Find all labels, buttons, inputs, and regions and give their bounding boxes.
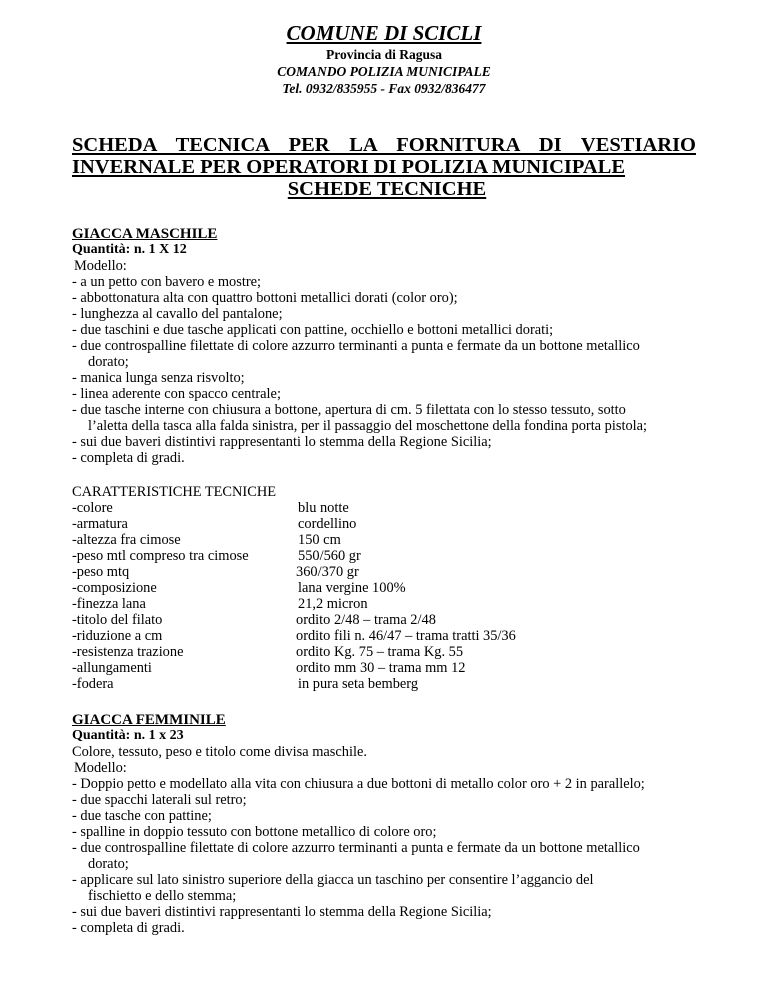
spec-key: -peso mtq xyxy=(72,564,130,580)
intro-line: Colore, tessuto, peso e titolo come divisa maschile. xyxy=(72,744,367,760)
letterhead xyxy=(0,20,768,97)
province-line: Provincia di Ragusa xyxy=(325,47,442,62)
spec-key: -riduzione a cm xyxy=(72,628,163,644)
list-item-continuation: fischietto e dello stemma; xyxy=(88,888,237,904)
spec-row xyxy=(72,548,712,564)
spec-row xyxy=(72,660,712,676)
list-item: - due taschini e due tasche applicati con pattine, occhiello e bottoni metallici dorati; xyxy=(72,322,554,338)
document-title-line-2: INVERNALE PER OPERATORI DI POLIZIA MUNICIPALE xyxy=(72,156,625,178)
list-item: - sui due baveri distintivi rappresentanti lo stemma della Regione Sicilia; xyxy=(72,904,492,920)
list-item: - completa di gradi. xyxy=(72,450,185,466)
spec-key: -resistenza trazione xyxy=(72,644,184,660)
section-title: GIACCA MASCHILE xyxy=(72,226,218,242)
list-item: - spalline in doppio tessuto con bottone metallico di colore oro; xyxy=(72,824,437,840)
list-item: - sui due baveri distintivi rappresentanti lo stemma della Regione Sicilia; xyxy=(72,434,492,450)
document-title-line-1: SCHEDA TECNICA PER LA FORNITURA DI VESTIARIO xyxy=(72,134,696,156)
spec-value: ordito mm 30 – trama mm 12 xyxy=(296,660,466,676)
quantity-line: Quantità: n. 1 X 12 xyxy=(72,242,187,257)
spec-row xyxy=(72,676,712,692)
spec-row xyxy=(72,532,712,548)
list-item-continuation: l’aletta della tasca alla falda sinistra, per il passaggio del moschettone della fondina porta pistola; xyxy=(88,418,648,434)
list-item: - manica lunga senza risvolto; xyxy=(72,370,245,386)
document-title xyxy=(72,134,696,200)
spec-row xyxy=(72,644,712,660)
spec-key: -finezza lana xyxy=(72,596,146,612)
list-item: - due tasche con pattine; xyxy=(72,808,212,824)
municipality-name: COMUNE DI SCICLI xyxy=(286,21,482,45)
spec-key: -composizione xyxy=(72,580,157,596)
spec-value: in pura seta bemberg xyxy=(298,676,419,692)
spec-value: lana vergine 100% xyxy=(298,580,406,596)
spec-row xyxy=(72,628,712,644)
specs-title: CARATTERISTICHE TECNICHE xyxy=(72,484,276,500)
list-item: - due controspalline filettate di colore azzurro terminanti a punta e fermate da un bottone metallico xyxy=(72,338,640,354)
spec-key: -altezza fra cimose xyxy=(72,532,181,548)
list-item-continuation: dorato; xyxy=(88,856,129,872)
spec-key: -titolo del filato xyxy=(72,612,163,628)
spec-key: -armatura xyxy=(72,516,128,532)
spec-row xyxy=(72,596,712,612)
spec-row xyxy=(72,516,712,532)
list-item: - abbottonatura alta con quattro bottoni metallici dorati (color oro); xyxy=(72,290,458,306)
list-item: - due spacchi laterali sul retro; xyxy=(72,792,247,808)
spec-value: 21,2 micron xyxy=(298,596,368,612)
list-item: - Doppio petto e modellato alla vita con chiusura a due bottoni di metallo color oro + 2 in parallelo; xyxy=(72,776,645,792)
spec-row xyxy=(72,580,712,596)
spec-row xyxy=(72,612,712,628)
section-title: GIACCA FEMMINILE xyxy=(72,712,226,728)
spec-value: 150 cm xyxy=(298,532,341,548)
list-item: - applicare sul lato sinistro superiore della giacca un taschino per consentire l’aggancio del xyxy=(72,872,594,888)
spec-key: -allungamenti xyxy=(72,660,152,676)
section-giacca-maschile xyxy=(72,226,712,466)
spec-key: -colore xyxy=(72,500,113,516)
section-giacca-femminile xyxy=(72,712,712,936)
spec-value: ordito fili n. 46/47 – trama tratti 35/36 xyxy=(296,628,516,644)
modello-label: Modello: xyxy=(74,760,127,776)
list-item: - due controspalline filettate di colore azzurro terminanti a punta e fermate da un bottone metallico xyxy=(72,840,640,856)
list-item: - linea aderente con spacco centrale; xyxy=(72,386,281,402)
spec-value: 550/560 gr xyxy=(298,548,361,564)
spec-value: ordito Kg. 75 – trama Kg. 55 xyxy=(296,644,464,660)
spec-value: ordito 2/48 – trama 2/48 xyxy=(296,612,436,628)
document-title-line-3: SCHEDE TECNICHE xyxy=(287,178,487,200)
spec-value: cordellino xyxy=(298,516,357,532)
spec-value: 360/370 gr xyxy=(296,564,359,580)
list-item: - lunghezza al cavallo del pantalone; xyxy=(72,306,283,322)
spec-key: -peso mtl compreso tra cimose xyxy=(72,548,249,564)
spec-row xyxy=(72,564,712,580)
spec-key: -fodera xyxy=(72,676,114,692)
modello-label: Modello: xyxy=(74,258,127,274)
quantity-line: Quantità: n. 1 x 23 xyxy=(72,728,184,743)
list-item-continuation: dorato; xyxy=(88,354,129,370)
technical-specs xyxy=(72,484,712,692)
department-line: COMANDO POLIZIA MUNICIPALE xyxy=(277,64,491,79)
list-item: - a un petto con bavero e mostre; xyxy=(72,274,262,290)
list-item: - due tasche interne con chiusura a bottone, apertura di cm. 5 filettata con lo stesso tessuto, sotto xyxy=(72,402,626,418)
spec-row xyxy=(72,500,712,516)
contacts-line: Tel. 0932/835955 - Fax 0932/836477 xyxy=(282,81,486,96)
spec-value: blu notte xyxy=(298,500,349,516)
list-item: - completa di gradi. xyxy=(72,920,185,936)
